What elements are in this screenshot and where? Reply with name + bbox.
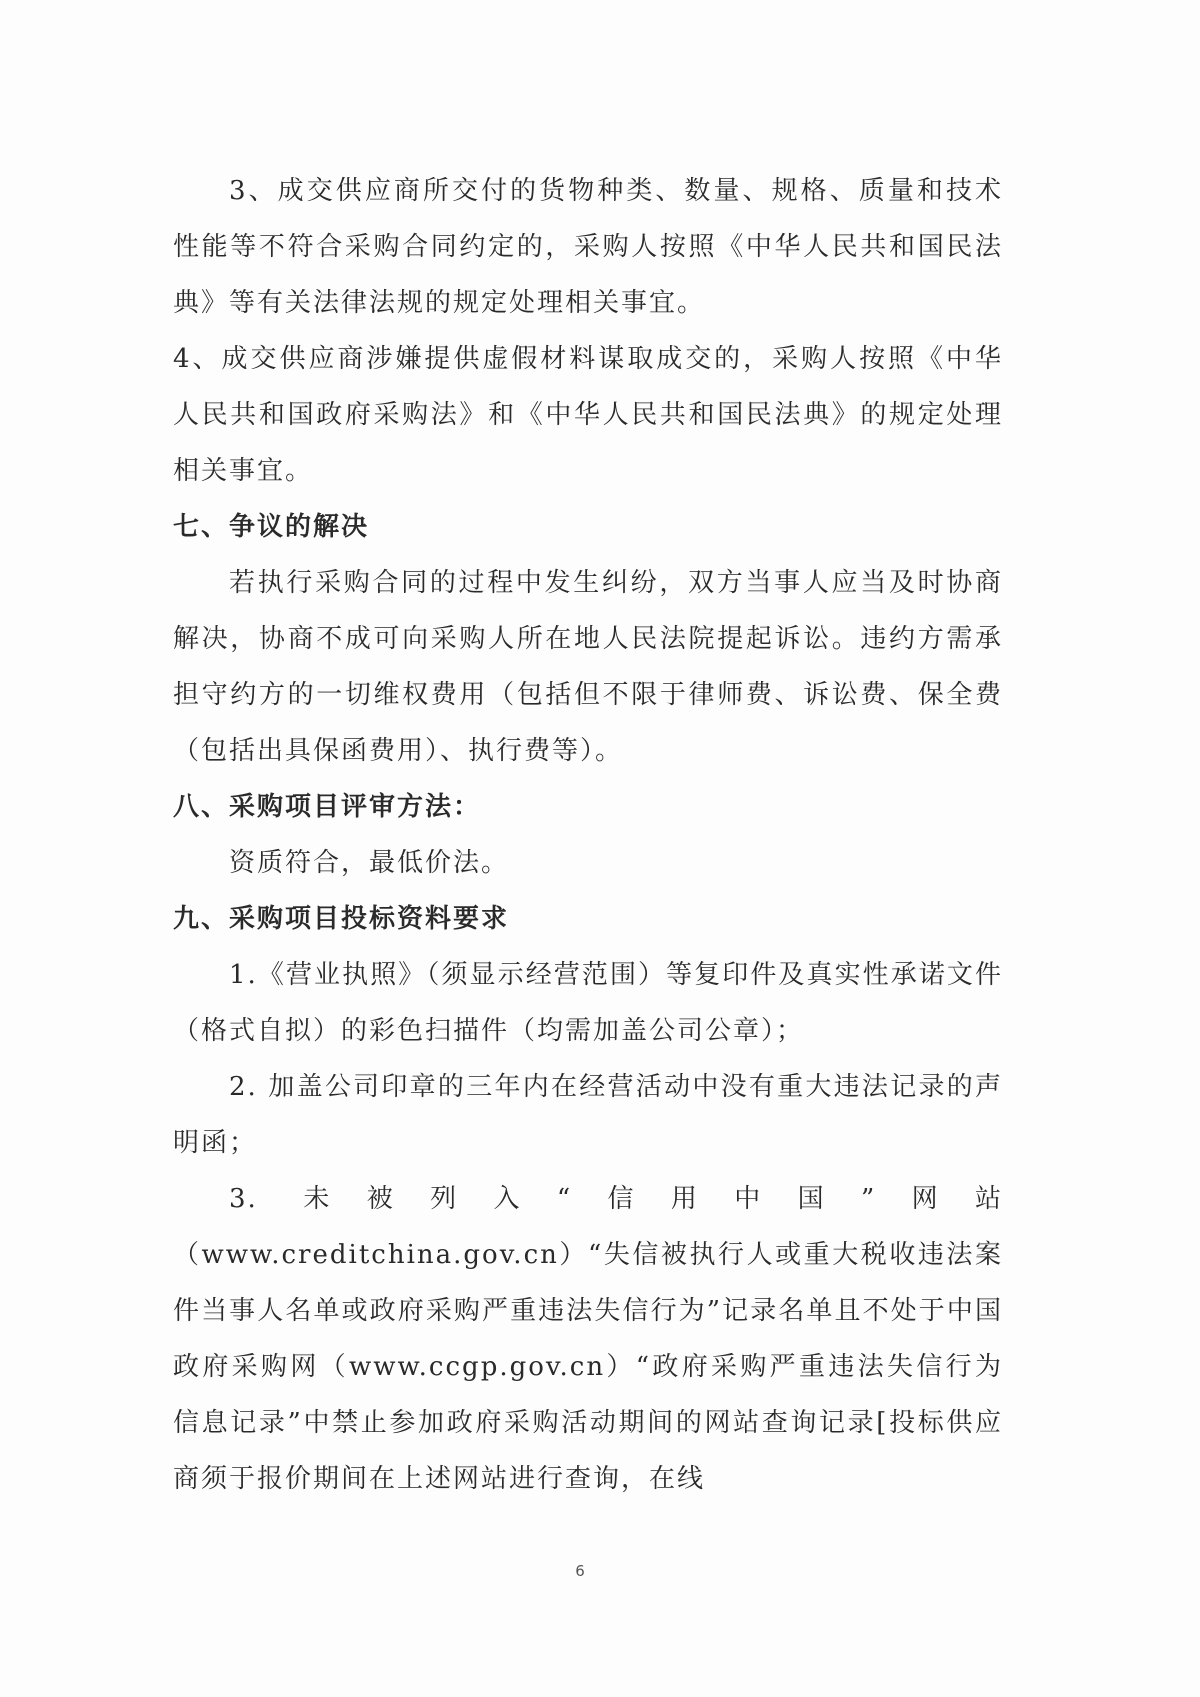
paragraph-dispute: 若执行采购合同的过程中发生纠纷，双方当事人应当及时协商解决，协商不成可向采购人所在地人民法院提起诉讼。违约方需承担守约方的一切维权费用（包括但不限于律师费、诉讼费、保全费（包括出具保函费用）、执行费等）。	[173, 568, 1003, 766]
paragraph-item-3: 3、成交供应商所交付的货物种类、数量、规格、质量和技术性能等不符合采购合同约定的，采购人按照《中华人民共和国民法典》等有关法律法规的规定处理相关事宜。	[173, 176, 1003, 318]
paragraph-evaluation: 资质符合，最低价法。	[229, 848, 510, 878]
paragraph-bid-material-3: 3. 未被列入“信用中国”网站（www.creditchina.gov.cn）“失信被执行人或重大税收违法案件当事人名单或政府采购严重违法失信行为”记录名单且不处于中国政府采购网（www.ccgp.gov.cn）“政府采购严重违法失信行为信息记录”中禁止参加政府采购活动期间的网站查询记录[投标供应商须于报价期间在上述网站进行查询，在线	[173, 1184, 1003, 1494]
section-heading-dispute: 七、争议的解决	[173, 512, 370, 542]
section-heading-bid-materials: 九、采购项目投标资料要求	[173, 904, 510, 934]
section-heading-evaluation: 八、采购项目评审方法：	[173, 792, 482, 822]
page-number: 6	[575, 1562, 585, 1580]
paragraph-bid-material-2: 2. 加盖公司印章的三年内在经营活动中没有重大违法记录的声明函；	[173, 1072, 1003, 1158]
paragraph-item-4: 4、成交供应商涉嫌提供虚假材料谋取成交的，采购人按照《中华人民共和国政府采购法》和《中华人民共和国民法典》的规定处理相关事宜。	[173, 344, 1003, 486]
document-body	[173, 163, 1003, 1507]
paragraph-bid-material-1: 1.《营业执照》（须显示经营范围）等复印件及真实性承诺文件（格式自拟）的彩色扫描件（均需加盖公司公章）；	[173, 960, 1003, 1046]
